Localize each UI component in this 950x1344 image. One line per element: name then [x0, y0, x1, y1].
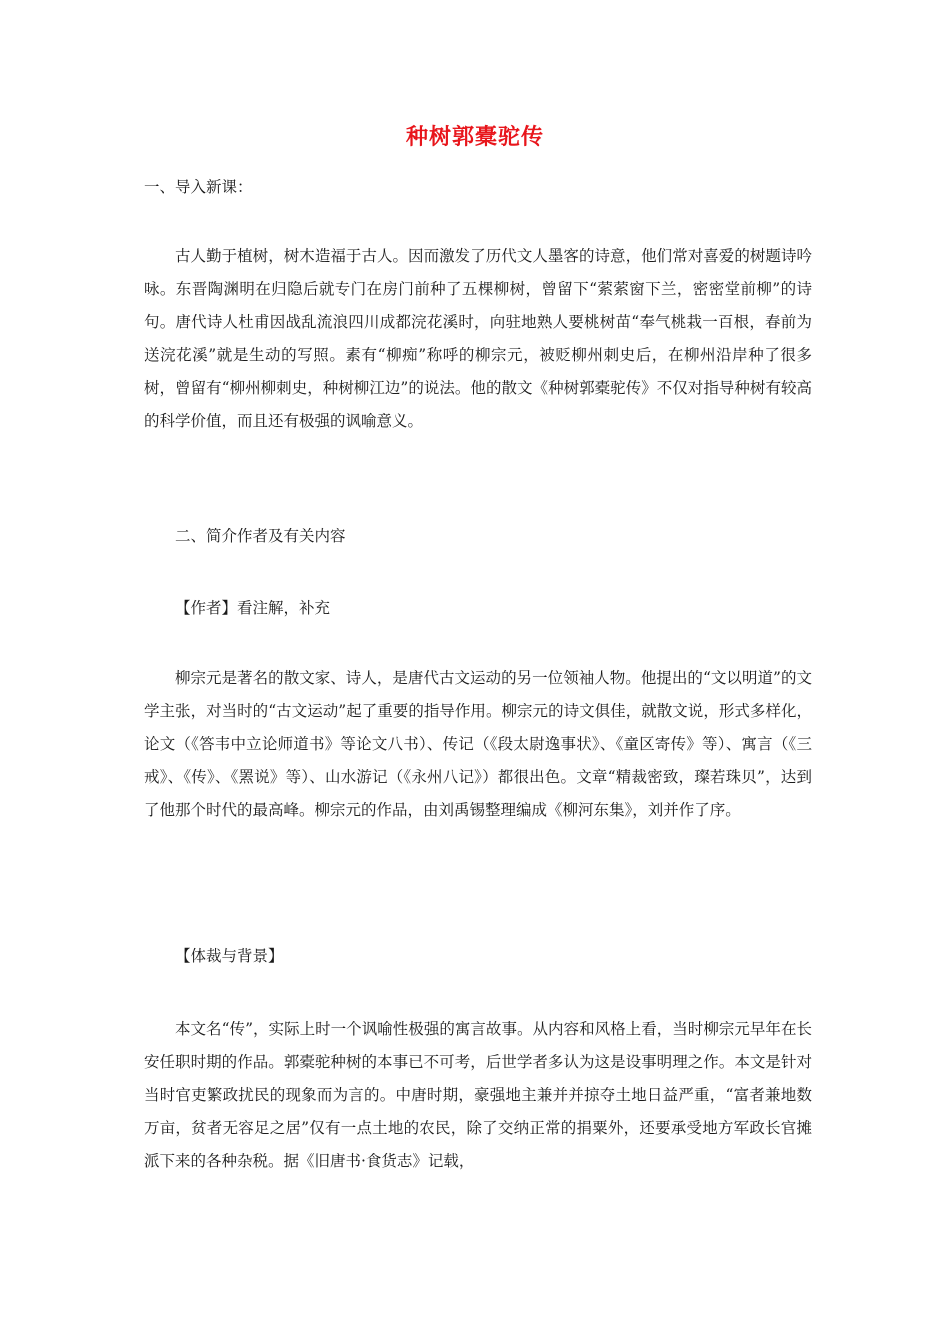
section-heading-intro: 一、导入新课：: [144, 178, 253, 196]
paragraph-background: 本文名“传”，实际上时一个讽喻性极强的寓言故事。从内容和风格上看，当时柳宗元早年在长安任职时期的作品。郭橐驼种树的本事已不可考，后世学者多认为这是设事明理之作。本文是针对当时官吏繁政扰民的现象而为言的。中唐时期，豪强地主兼并并掠夺土地日益严重，“富者兼地数万亩，贫者无容足之居”仅有一点土地的农民，除了交纳正常的捐粟外，还要承受地方军政长官摊派下来的各种杂税。据《旧唐书·食货志》记载，: [144, 1020, 812, 1170]
paragraph-intro: 古人勤于植树，树木造福于古人。因而激发了历代文人墨客的诗意，他们常对喜爱的树题诗吟咏。东晋陶渊明在归隐后就专门在房门前种了五棵柳树，曾留下“萦萦窗下兰，密密堂前柳”的诗句。唐代诗人杜甫因战乱流浪四川成都浣花溪时，向驻地熟人要桃树苗“奉气桃栽一百根，春前为送浣花溪”就是生动的写照。素有“柳痴”称呼的柳宗元，被贬柳州刺史后，在柳州沿岸种了很多树，曾留有“柳州柳刺史，种树柳江边”的说法。他的散文《种树郭橐驼传》不仅对指导种树有较高的科学价值，而且还有极强的讽喻意义。: [144, 247, 812, 430]
document-title: 种树郭橐驼传: [405, 125, 544, 150]
paragraph-author: 柳宗元是著名的散文家、诗人，是唐代古文运动的另一位领袖人物。他提出的“文以明道”的文学主张，对当时的“古文运动”起了重要的指导作用。柳宗元的诗文俱佳，就散文说，形式多样化，论文（《答韦中立论师道书》等论文八书）、传记（《段太尉逸事状》、《童区寄传》等）、寓言（《三戒》、《传》、《罴说》等）、山水游记（《永州八记》）都很出色。文章“精裁密致，璨若珠贝”，达到了他那个时代的最高峰。柳宗元的作品，由刘禹锡整理编成《柳河东集》，刘并作了序。: [144, 669, 812, 819]
author-heading: 【作者】看注解，补充: [175, 599, 331, 617]
genre-background-heading: 【体裁与背景】: [175, 947, 284, 965]
section-heading-author-intro: 二、简介作者及有关内容: [175, 527, 346, 545]
